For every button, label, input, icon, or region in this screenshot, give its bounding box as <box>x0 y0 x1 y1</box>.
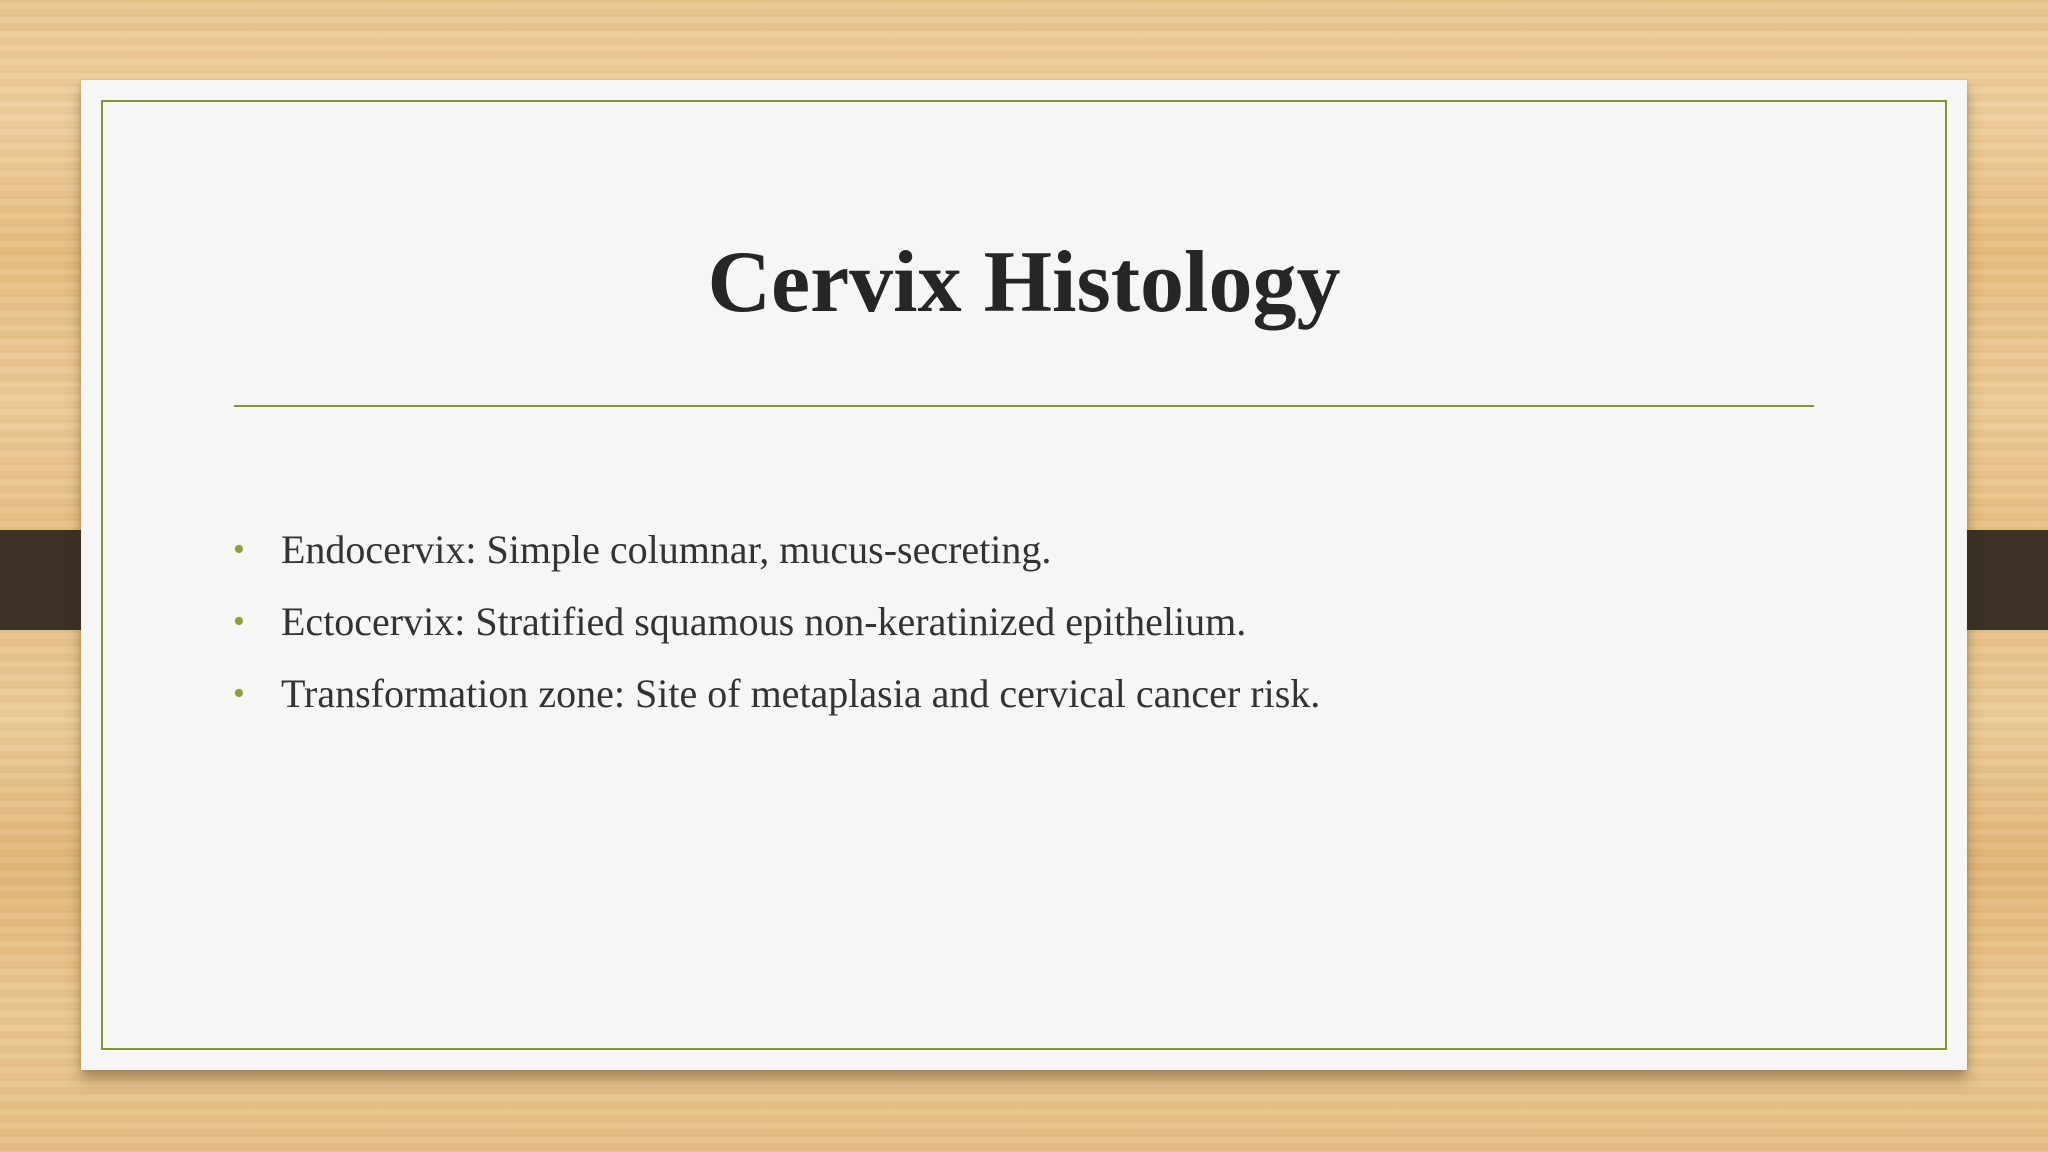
bullet-list <box>233 514 1320 730</box>
title-divider <box>234 405 1814 407</box>
bullet-dot-icon: • <box>233 531 245 568</box>
bullet-item <box>233 658 1320 730</box>
bullet-dot-icon: • <box>233 603 245 640</box>
bullet-item <box>233 586 1320 658</box>
bullet-text: Transformation zone: Site of metaplasia and cervical cancer risk. <box>281 671 1321 716</box>
bullet-item <box>233 514 1320 586</box>
bullet-text: Ectocervix: Stratified squamous non-keratinized epithelium. <box>281 599 1247 644</box>
slide-title: Cervix Histology <box>707 234 1341 331</box>
bullet-dot-icon: • <box>233 675 245 712</box>
bullet-text: Endocervix: Simple columnar, mucus-secreting. <box>281 527 1052 572</box>
